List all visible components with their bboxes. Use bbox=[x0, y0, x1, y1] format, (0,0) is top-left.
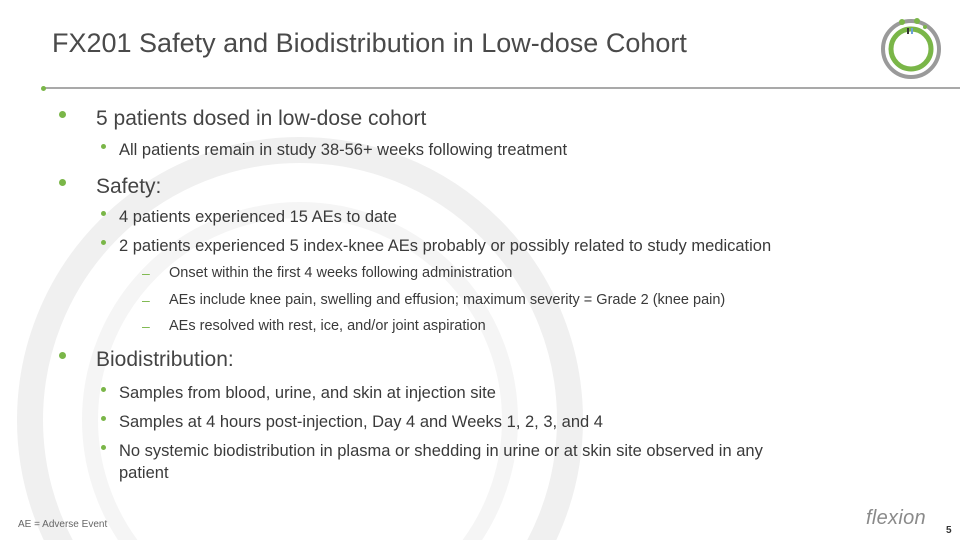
sub-bullet-item: 4 patients experienced 15 AEs to date bbox=[119, 208, 397, 227]
sub-bullet-item: No systemic biodistribution in plasma or shedding in urine or at skin site observed in any bbox=[119, 442, 763, 461]
sub-bullet-item: Samples from blood, urine, and skin at injection site bbox=[119, 384, 496, 403]
page-number: 5 bbox=[946, 525, 952, 536]
sub-sub-bullet-item: – AEs include knee pain, swelling and effusion; maximum severity = Grade 2 (knee pain) bbox=[142, 292, 726, 308]
dash-bullet-icon: – bbox=[142, 318, 150, 334]
green-dot-bullet-icon bbox=[59, 111, 66, 118]
green-dot-bullet-icon bbox=[59, 179, 66, 186]
sub-sub-bullet-item: – AEs resolved with rest, ice, and/or joint aspiration bbox=[142, 318, 486, 334]
green-dot-bullet-icon bbox=[101, 211, 106, 216]
footnote: AE = Adverse Event bbox=[18, 519, 108, 530]
green-dot-bullet-icon bbox=[101, 144, 106, 149]
green-dot-bullet-icon bbox=[101, 416, 106, 421]
green-dot-bullet-icon bbox=[59, 352, 66, 359]
sub-bullet-item: 2 patients experienced 5 index-knee AEs probably or possibly related to study medication bbox=[119, 237, 771, 256]
bullet-item: Safety: bbox=[96, 175, 161, 199]
sub-bullet-item: Samples at 4 hours post-injection, Day 4 and Weeks 1, 2, 3, and 4 bbox=[119, 413, 603, 432]
dash-bullet-icon: – bbox=[142, 292, 150, 308]
brand-logo: flexion bbox=[866, 507, 926, 529]
dash-bullet-icon: – bbox=[142, 265, 150, 281]
green-dot-bullet-icon bbox=[101, 445, 106, 450]
green-dot-bullet-icon bbox=[101, 240, 106, 245]
sub-sub-bullet-item: – Onset within the first 4 weeks following administration bbox=[142, 265, 513, 281]
bullet-item: Biodistribution: bbox=[96, 348, 234, 372]
bullet-item: 5 patients dosed in low-dose cohort bbox=[96, 107, 426, 131]
green-dot-bullet-icon bbox=[101, 387, 106, 392]
sub-bullet-continuation: patient bbox=[119, 464, 169, 482]
sub-bullet-item: All patients remain in study 38-56+ weeks following treatment bbox=[119, 141, 567, 160]
page-title: FX201 Safety and Biodistribution in Low-dose Cohort bbox=[52, 28, 687, 58]
